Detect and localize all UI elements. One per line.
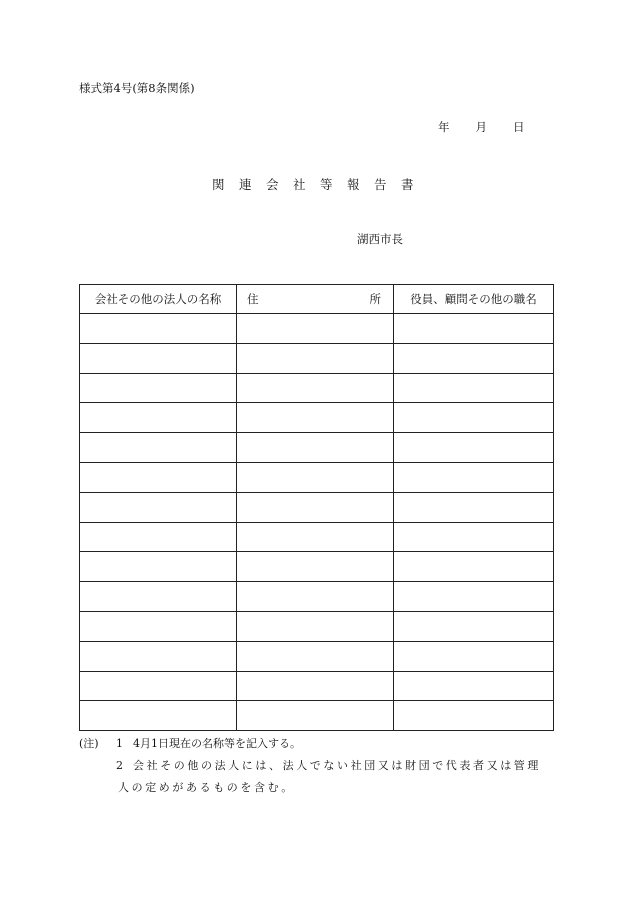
position-cell[interactable] [394, 611, 554, 641]
company-name-cell[interactable] [80, 522, 237, 552]
header-company-name: 会社その他の法人の名称 [80, 285, 237, 314]
position-cell[interactable] [394, 462, 554, 492]
position-cell[interactable] [394, 343, 554, 373]
company-name-cell[interactable] [80, 373, 237, 403]
position-cell[interactable] [394, 403, 554, 433]
table-row [80, 671, 554, 701]
table-row [80, 433, 554, 463]
address-cell[interactable] [237, 701, 394, 731]
address-cell[interactable] [237, 671, 394, 701]
related-company-table [79, 284, 554, 731]
position-cell[interactable] [394, 492, 554, 522]
header-address-left: 住 [247, 292, 259, 306]
company-name-cell[interactable] [80, 641, 237, 671]
day-label: 日 [513, 120, 525, 134]
address-cell[interactable] [237, 373, 394, 403]
table-row [80, 314, 554, 344]
form-number: 様式第4号(第8条関係) [79, 81, 195, 95]
company-name-cell[interactable] [80, 701, 237, 731]
note-text: 会社その他の法人には、法人でない社団又は財団で代表者又は管理 [133, 759, 541, 772]
address-cell[interactable] [237, 403, 394, 433]
company-name-cell[interactable] [80, 314, 237, 344]
table-row [80, 582, 554, 612]
header-address [237, 285, 394, 314]
address-cell[interactable] [237, 552, 394, 582]
year-label: 年 [438, 120, 450, 134]
date-line [438, 119, 525, 135]
position-cell[interactable] [394, 373, 554, 403]
address-cell[interactable] [237, 492, 394, 522]
note-number: 1 [116, 737, 123, 750]
table-row [80, 522, 554, 552]
table-header-row [80, 285, 554, 314]
position-cell[interactable] [394, 641, 554, 671]
table-row [80, 492, 554, 522]
address-cell[interactable] [237, 343, 394, 373]
table-row [80, 552, 554, 582]
company-name-cell[interactable] [80, 552, 237, 582]
company-name-cell[interactable] [80, 433, 237, 463]
header-address-right: 所 [369, 292, 381, 306]
company-name-cell[interactable] [80, 611, 237, 641]
position-cell[interactable] [394, 314, 554, 344]
company-name-cell[interactable] [80, 462, 237, 492]
table-row [80, 373, 554, 403]
note-text-continuation: 人の定めがあるものを含む。 [118, 781, 295, 794]
address-cell[interactable] [237, 582, 394, 612]
table-row [80, 403, 554, 433]
address-cell[interactable] [237, 641, 394, 671]
notes-label: (注) [79, 737, 99, 750]
position-cell[interactable] [394, 582, 554, 612]
table-row [80, 343, 554, 373]
position-cell[interactable] [394, 552, 554, 582]
address-cell[interactable] [237, 314, 394, 344]
table-row [80, 462, 554, 492]
table-row [80, 701, 554, 731]
address-cell[interactable] [237, 522, 394, 552]
table-row [80, 611, 554, 641]
address-cell[interactable] [237, 433, 394, 463]
header-position: 役員、顧問その他の職名 [394, 285, 554, 314]
position-cell[interactable] [394, 522, 554, 552]
address-cell[interactable] [237, 611, 394, 641]
table-body [80, 314, 554, 731]
company-name-cell[interactable] [80, 582, 237, 612]
addressee: 湖西市長 [357, 232, 403, 246]
company-name-cell[interactable] [80, 671, 237, 701]
note-number: 2 [116, 759, 123, 772]
address-cell[interactable] [237, 462, 394, 492]
position-cell[interactable] [394, 433, 554, 463]
month-label: 月 [475, 120, 487, 134]
position-cell[interactable] [394, 701, 554, 731]
table-row [80, 641, 554, 671]
note-text: 4月1日現在の名称等を記入する。 [133, 737, 301, 750]
company-name-cell[interactable] [80, 492, 237, 522]
company-name-cell[interactable] [80, 403, 237, 433]
position-cell[interactable] [394, 671, 554, 701]
company-name-cell[interactable] [80, 343, 237, 373]
document-title: 関連会社等報告書 [212, 177, 429, 192]
